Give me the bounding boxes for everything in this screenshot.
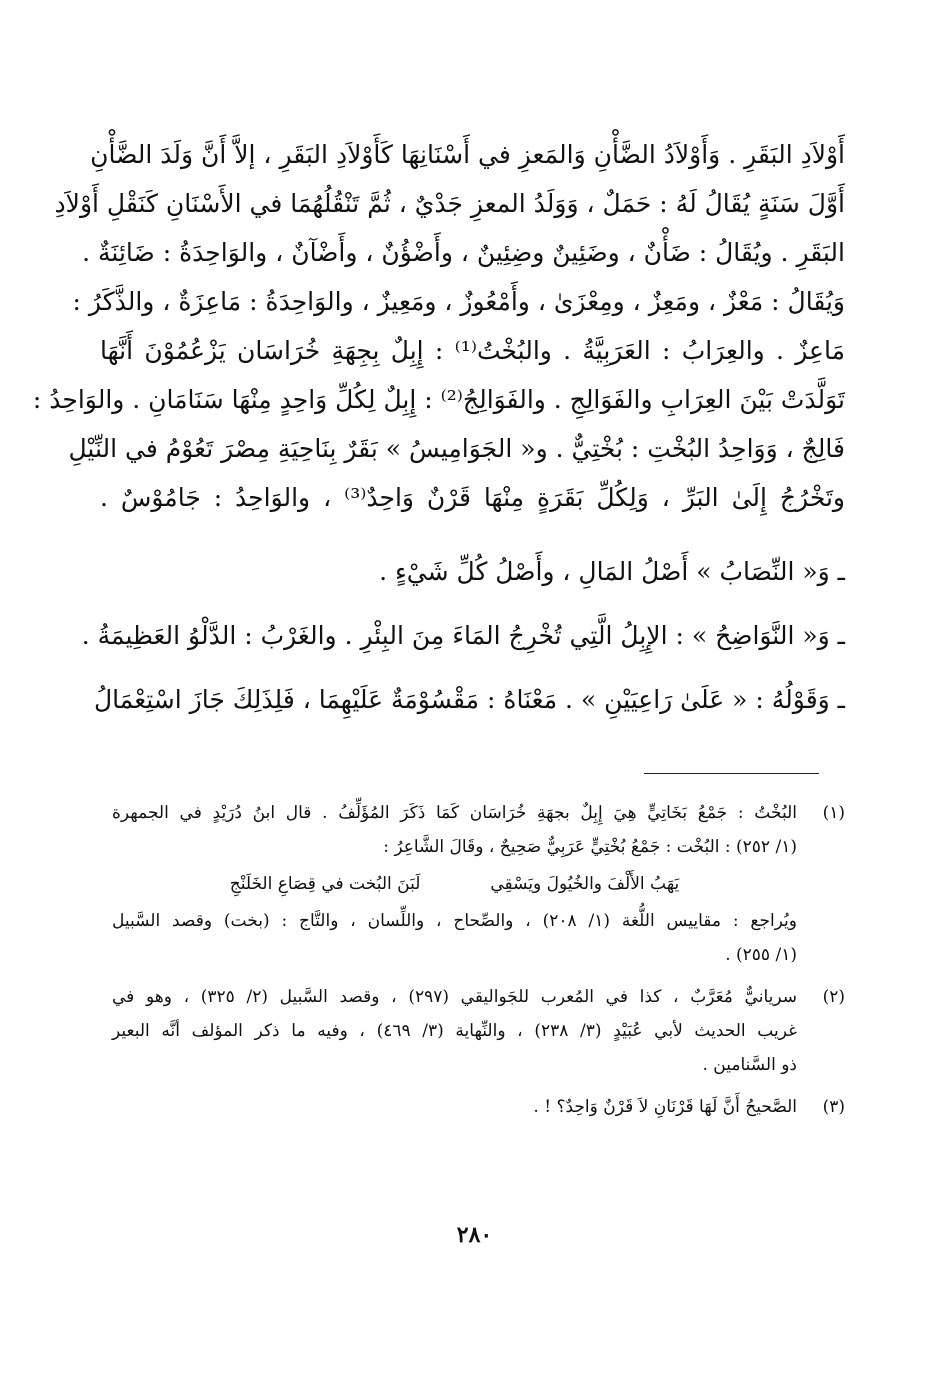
footnote-body [112,1090,797,1124]
text-line: أَوَّلَ سَنَةٍ يُقَالُ لَهُ : حَمَلٌ ، وَوَلَدُ المعزِ جَدْيٌ ، ثُمَّ تَنْقُلُهُمَا في الأَسْنَانِ كَنَقْلِ أَوْلاَدِ [54,189,845,218]
footnote-body [112,796,797,972]
verse-first-hemistich: يَهَبُ الأَلْفَ والخُيُولَ ويَسْقِي [490,874,680,894]
footnote-line: الصَّحيحُ أَنَّ لَهَا قَرْنَانِ لاَ قَرْنٌ وَاحِدٌ؟ ! . [533,1097,797,1117]
footnote-2 [112,980,845,1082]
footnote-separator [644,773,819,774]
footnote-line: ويُراجع : مقاييس اللُّغة (١/ ٢٠٨) ، والصِّحاح ، واللِّسان ، والتَّاج : (بخت) وقصد السَّبيل [112,911,797,931]
entries-block [81,540,845,732]
footnote-line: ذو السَّنامين . [702,1055,797,1075]
text-line: فَالِجٌ ، وَوَاحِدُ البُخْتِ : بُخْتِيٌّ . و« الجَوَامِيسُ » بَقَرٌ بِنَاحِيَةِ مِصْرَ تَعُوْمُ في النِّيْلِ [68,434,845,463]
text-line: تَوَلَّدَتْ بَيْنَ العِرَابِ والفَوَالِجِ . والفَوَالِجُ⁽²⁾ : إِبِلٌ لِكُلِّ وَاحِدٍ مِنْهَا سَنَامَانِ . والوَاحِدُ : [32,385,845,414]
footnote-3 [112,1090,845,1124]
verse-second-hemistich: لَبَنَ البُخت في قِصَاعِ الخَلَنْجِ [229,874,421,894]
poetry-verse [112,864,797,904]
footnote-line: (١/ ٢٥٥) . [725,945,797,965]
footnote-number: (١) [822,803,845,823]
text-line: البَقَرِ . ويُقَالُ : ضَأْنٌ ، وضَئِينٌ وضِئِينٌ ، وأَضْؤُنٌ ، وأَضْآنٌ ، والوَاحِدَةُ : ضَائِنَةٌ . [82,238,845,267]
footnote-number: (٢) [822,987,845,1007]
text-line: مَاعِزٌ . والعِرَابُ : العَرَبِيَّةُ . والبُخْتُ⁽¹⁾ : إِبِلٌ بِجِهَةِ خُرَاسَان يَزْعُمُوْنَ أَنَّهَا [100,336,845,365]
entry-line: ـ وَ« النِّصَابُ » أَصْلُ المَالِ ، وأَصْلُ كُلِّ شَيْءٍ . [379,557,845,586]
footnote-body [112,980,797,1082]
page-number: ٢٨٠ [456,1222,493,1248]
entry-line: ـ وَقَوْلُهُ : « عَلَىٰ رَاعِيَيْنِ » . مَعْنَاهُ : مَقْسُوْمَةٌ عَلَيْهِمَا ، فَلِذَلِكَ جَازَ اسْتِعْمَالُ [93,685,845,714]
entry-line: ـ وَ« النَّوَاضِحُ » : الإِبِلُ الَّتِي تُخْرِجُ المَاءَ مِنَ البِئْرِ . والغَرْبُ : الدَّلْوُ العَظِيمَةُ . [81,621,845,650]
text-line: أَوْلاَدِ البَقَرِ . وَأَوْلاَدُ الضَّأْنِ وَالمَعزِ في أَسْنَانِهَا كَأَوْلاَدِ البَقَرِ ، إلاَّ أَنَّ وَلَدَ الضَّأْنِ [90,140,845,169]
text-line: وتَخْرُجُ إِلَىٰ البَرِّ ، وَلِكُلِّ بَقَرَةٍ مِنْهَا قَرْنٌ وَاحِدٌ⁽³⁾ ، والوَاحِدُ : جَامُوْسٌ . [100,483,845,512]
footnote-number: (٣) [822,1097,845,1117]
main-text-block [32,130,845,732]
footnotes-block [112,796,845,1132]
footnote-line: غريب الحديث لأبي عُبَيْدٍ (٣/ ٢٣٨) ، والنِّهاية (٣/ ٤٦٩) ، وفيه ما ذكر المؤلف أنَّه البعير [112,1021,797,1041]
footnote-1 [112,796,845,972]
footnote-line: (١/ ٢٥٢) : البُخْت : جَمْعُ بُخْتِيٍّ عَرَبِيٌّ صَحِيحٌ ، وقَالَ الشَّاعِرُ : [383,837,797,857]
footnote-line: سريانيٌّ مُعَرَّبٌ ، كذا في المُعرب للجَواليقي (٢٩٧) ، وقصد السَّبيل (٢/ ٣٢٥) ، وهو في [112,987,797,1007]
text-line: وَيُقَالُ : مَعْزٌ ، ومَعِزٌ ، ومِعْزَىٰ ، وأَمْعُوزٌ ، ومَعِيزٌ ، والوَاحِدَةُ : مَاعِزَةٌ ، والذَّكَرُ : [72,287,845,316]
footnote-line: البُخْتُ : جَمْعُ بَخَاتِيٍّ هِيَ إِبِلٌ بجهَةِ خُرَاسَان كَمَا ذَكَرَ المُؤَلِّفُ . قال ابنُ دُرَيْدٍ في الجمهرة [112,803,797,823]
